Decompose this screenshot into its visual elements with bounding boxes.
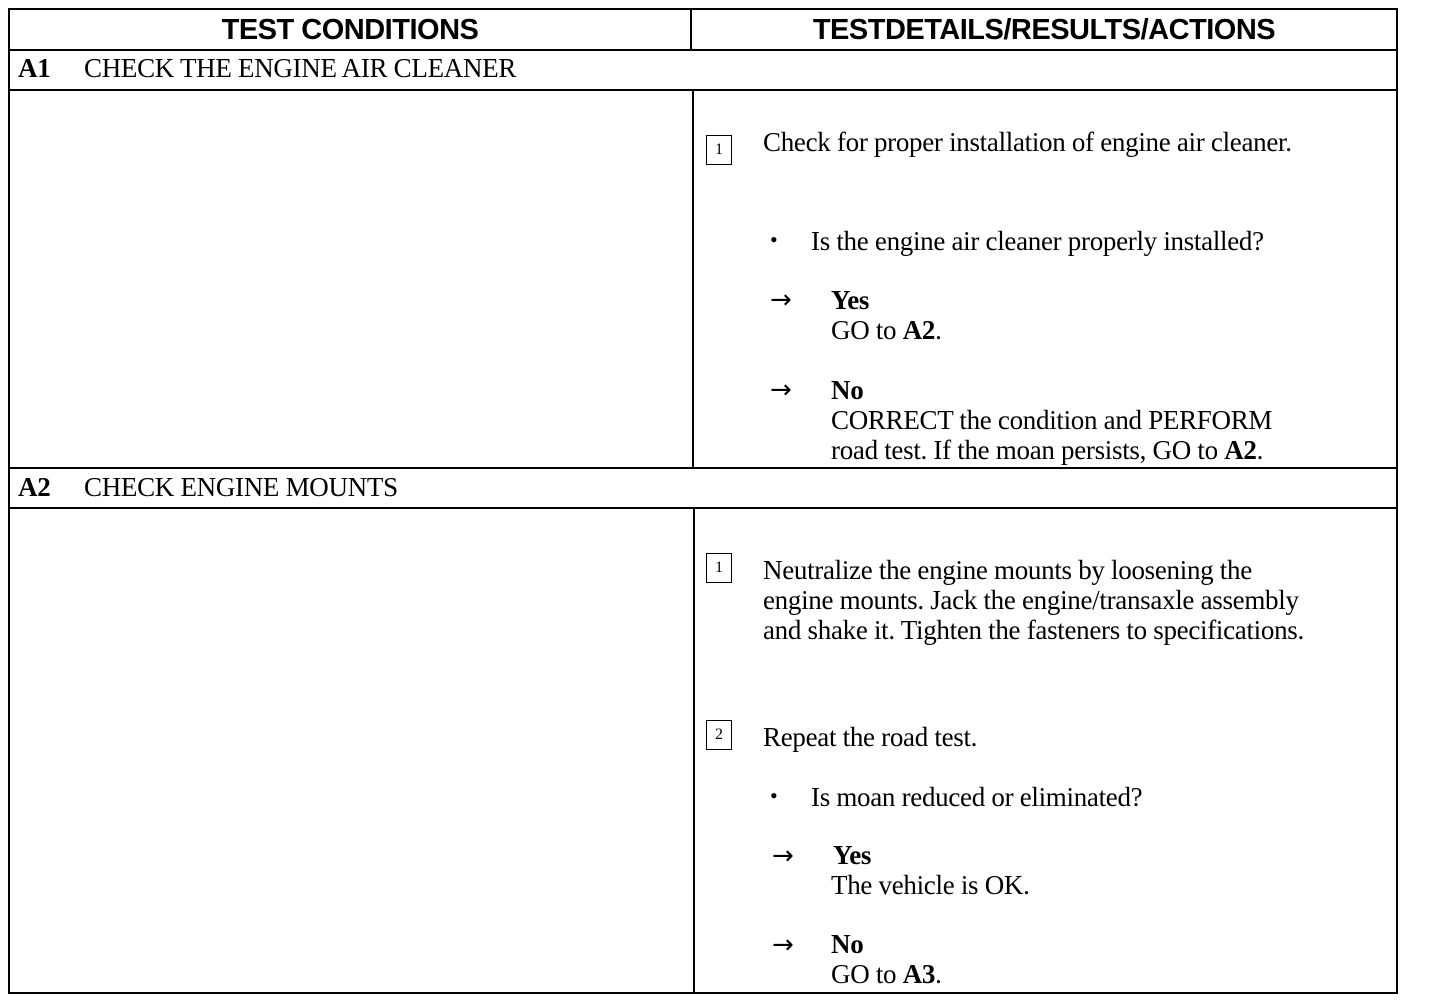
header-test-conditions: TEST CONDITIONS	[221, 13, 479, 46]
yes-label: Yes	[833, 840, 872, 870]
bullet-icon: •	[770, 783, 778, 808]
header-test-details: TESTDETAILS/RESULTS/ACTIONS	[812, 13, 1276, 46]
section-a1-title-row	[18, 53, 516, 84]
arrow-right-icon: →	[770, 285, 792, 315]
question-text: Is the engine air cleaner properly installed?	[811, 226, 1264, 256]
a2-column-divider	[693, 508, 695, 994]
a2-top-divider	[8, 467, 1398, 469]
yes-label: Yes	[831, 285, 870, 315]
no-action: GO to A3.	[831, 959, 942, 989]
step-text: Check for proper installation of engine air cleaner.	[763, 127, 1292, 157]
arrow-right-icon: →	[772, 841, 794, 871]
arrow-right-icon: →	[772, 930, 794, 960]
section-a2-title-row	[18, 472, 398, 503]
yes-action: GO to A2.	[831, 315, 942, 345]
arrow-right-icon: →	[770, 375, 792, 405]
no-action-line1: CORRECT the condition and PERFORM	[831, 405, 1273, 435]
step-number-box: 1	[706, 135, 732, 165]
step-number-box: 2	[706, 720, 732, 750]
question-text: Is moan reduced or eliminated?	[811, 782, 1143, 812]
no-label: No	[831, 929, 864, 959]
section-id: A1	[18, 53, 51, 83]
step-text: Repeat the road test.	[763, 722, 978, 752]
section-title: CHECK THE ENGINE AIR CLEANER	[84, 53, 517, 83]
a2-title-divider	[8, 507, 1398, 509]
section-id: A2	[18, 472, 51, 502]
bullet-icon: •	[770, 227, 778, 252]
a1-column-divider	[692, 90, 694, 468]
step-number-box: 1	[706, 553, 732, 583]
a1-title-divider	[8, 89, 1398, 91]
yes-action: The vehicle is OK.	[831, 870, 1030, 900]
step-text-line1: Neutralize the engine mounts by loosening the	[763, 555, 1252, 585]
section-title: CHECK ENGINE MOUNTS	[84, 472, 398, 502]
step-text-line2: engine mounts. Jack the engine/transaxle assembly	[763, 585, 1299, 615]
step-text-line3: and shake it. Tighten the fasteners to specifications.	[763, 615, 1304, 645]
no-action-line2: road test. If the moan persists, GO to A2.	[831, 435, 1264, 465]
no-label: No	[831, 375, 864, 405]
